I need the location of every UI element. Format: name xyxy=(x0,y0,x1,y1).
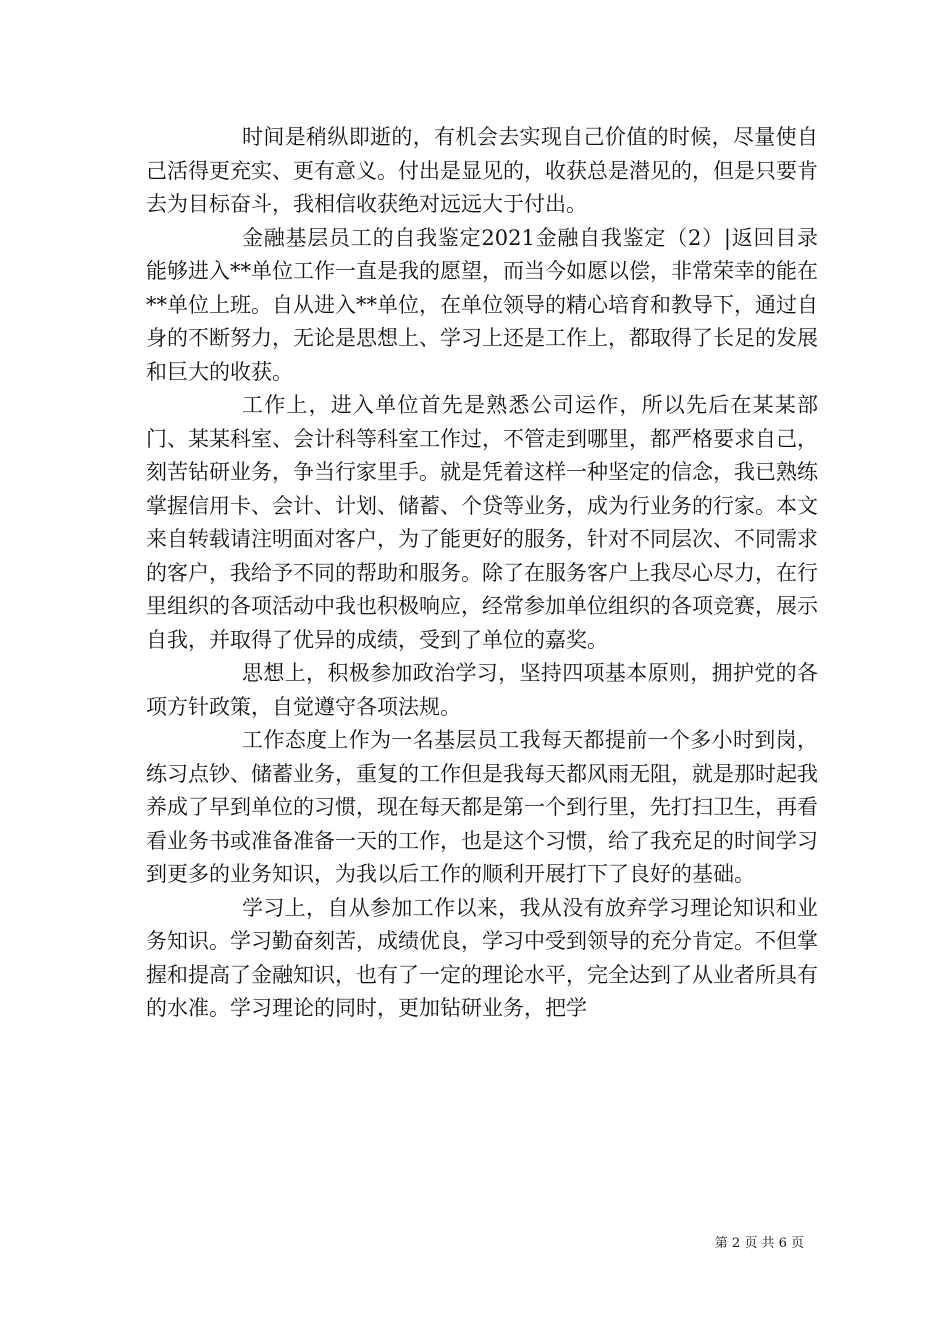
paragraph-3: 工作上，进入单位首先是熟悉公司运作，所以先后在某某部门、某某科室、会计科等科室工作过，不管走到哪里，都严格要求自己，刻苦钻研业务，争当行家里手。就是凭着这样一种坚定的信念，我已熟练掌握信用卡、会计、计划、储蓄、个贷等业务，成为行业务的行家。本文来自转载请注明面对客户，为了能更好的服务，针对不同层次、不同需求的客户，我给予不同的帮助和服务。除了在服务客户上我尽心尽力，在行里组织的各项活动中我也积极响应，经常参加单位组织的各项竞赛，展示自我，并取得了优异的成绩，受到了单位的嘉奖。 xyxy=(146,393,818,652)
document-body xyxy=(146,121,818,1026)
paragraph-1: 时间是稍纵即逝的，有机会去实现自己价值的时候，尽量使自己活得更充实、更有意义。付出是显见的，收获总是潜见的，但是只要肯去为目标奋斗，我相信收获绝对远远大于付出。 xyxy=(146,125,818,216)
paragraph-4: 思想上，积极参加政治学习，坚持四项基本原则，拥护党的各项方针政策，自觉遵守各项法规。 xyxy=(146,661,818,719)
paragraph-6: 学习上，自从参加工作以来，我从没有放弃学习理论知识和业务知识。学习勤奋刻苦，成绩优良，学习中受到领导的充分肯定。不但掌握和提高了金融知识，也有了一定的理论水平，完全达到了从业者所具有的水准。学习理论的同时，更加钻研业务，把学 xyxy=(146,895,818,1020)
paragraph-5: 工作态度上作为一名基层员工我每天都提前一个多小时到岗，练习点钞、储蓄业务，重复的工作但是我每天都风雨无阻，就是那时起我养成了早到单位的习惯，现在每天都是第一个到行里，先打扫卫生，再看看业务书或准备准备一天的工作，也是这个习惯，给了我充足的时间学习到更多的业务知识，为我以后工作的顺利开展打下了良好的基础。 xyxy=(146,728,818,886)
page-number-footer: 第 2 页 共 6 页 xyxy=(714,1236,804,1251)
paragraph-2: 金融基层员工的自我鉴定2021金融自我鉴定（2）|返回目录能够进入**单位工作一直是我的愿望，而当今如愿以偿，非常荣幸的能在**单位上班。自从进入**单位，在单位领导的精心培育和教导下，通过自身的不断努力，无论是思想上、学习上还是工作上，都取得了长足的发展和巨大的收获。 xyxy=(146,225,818,384)
